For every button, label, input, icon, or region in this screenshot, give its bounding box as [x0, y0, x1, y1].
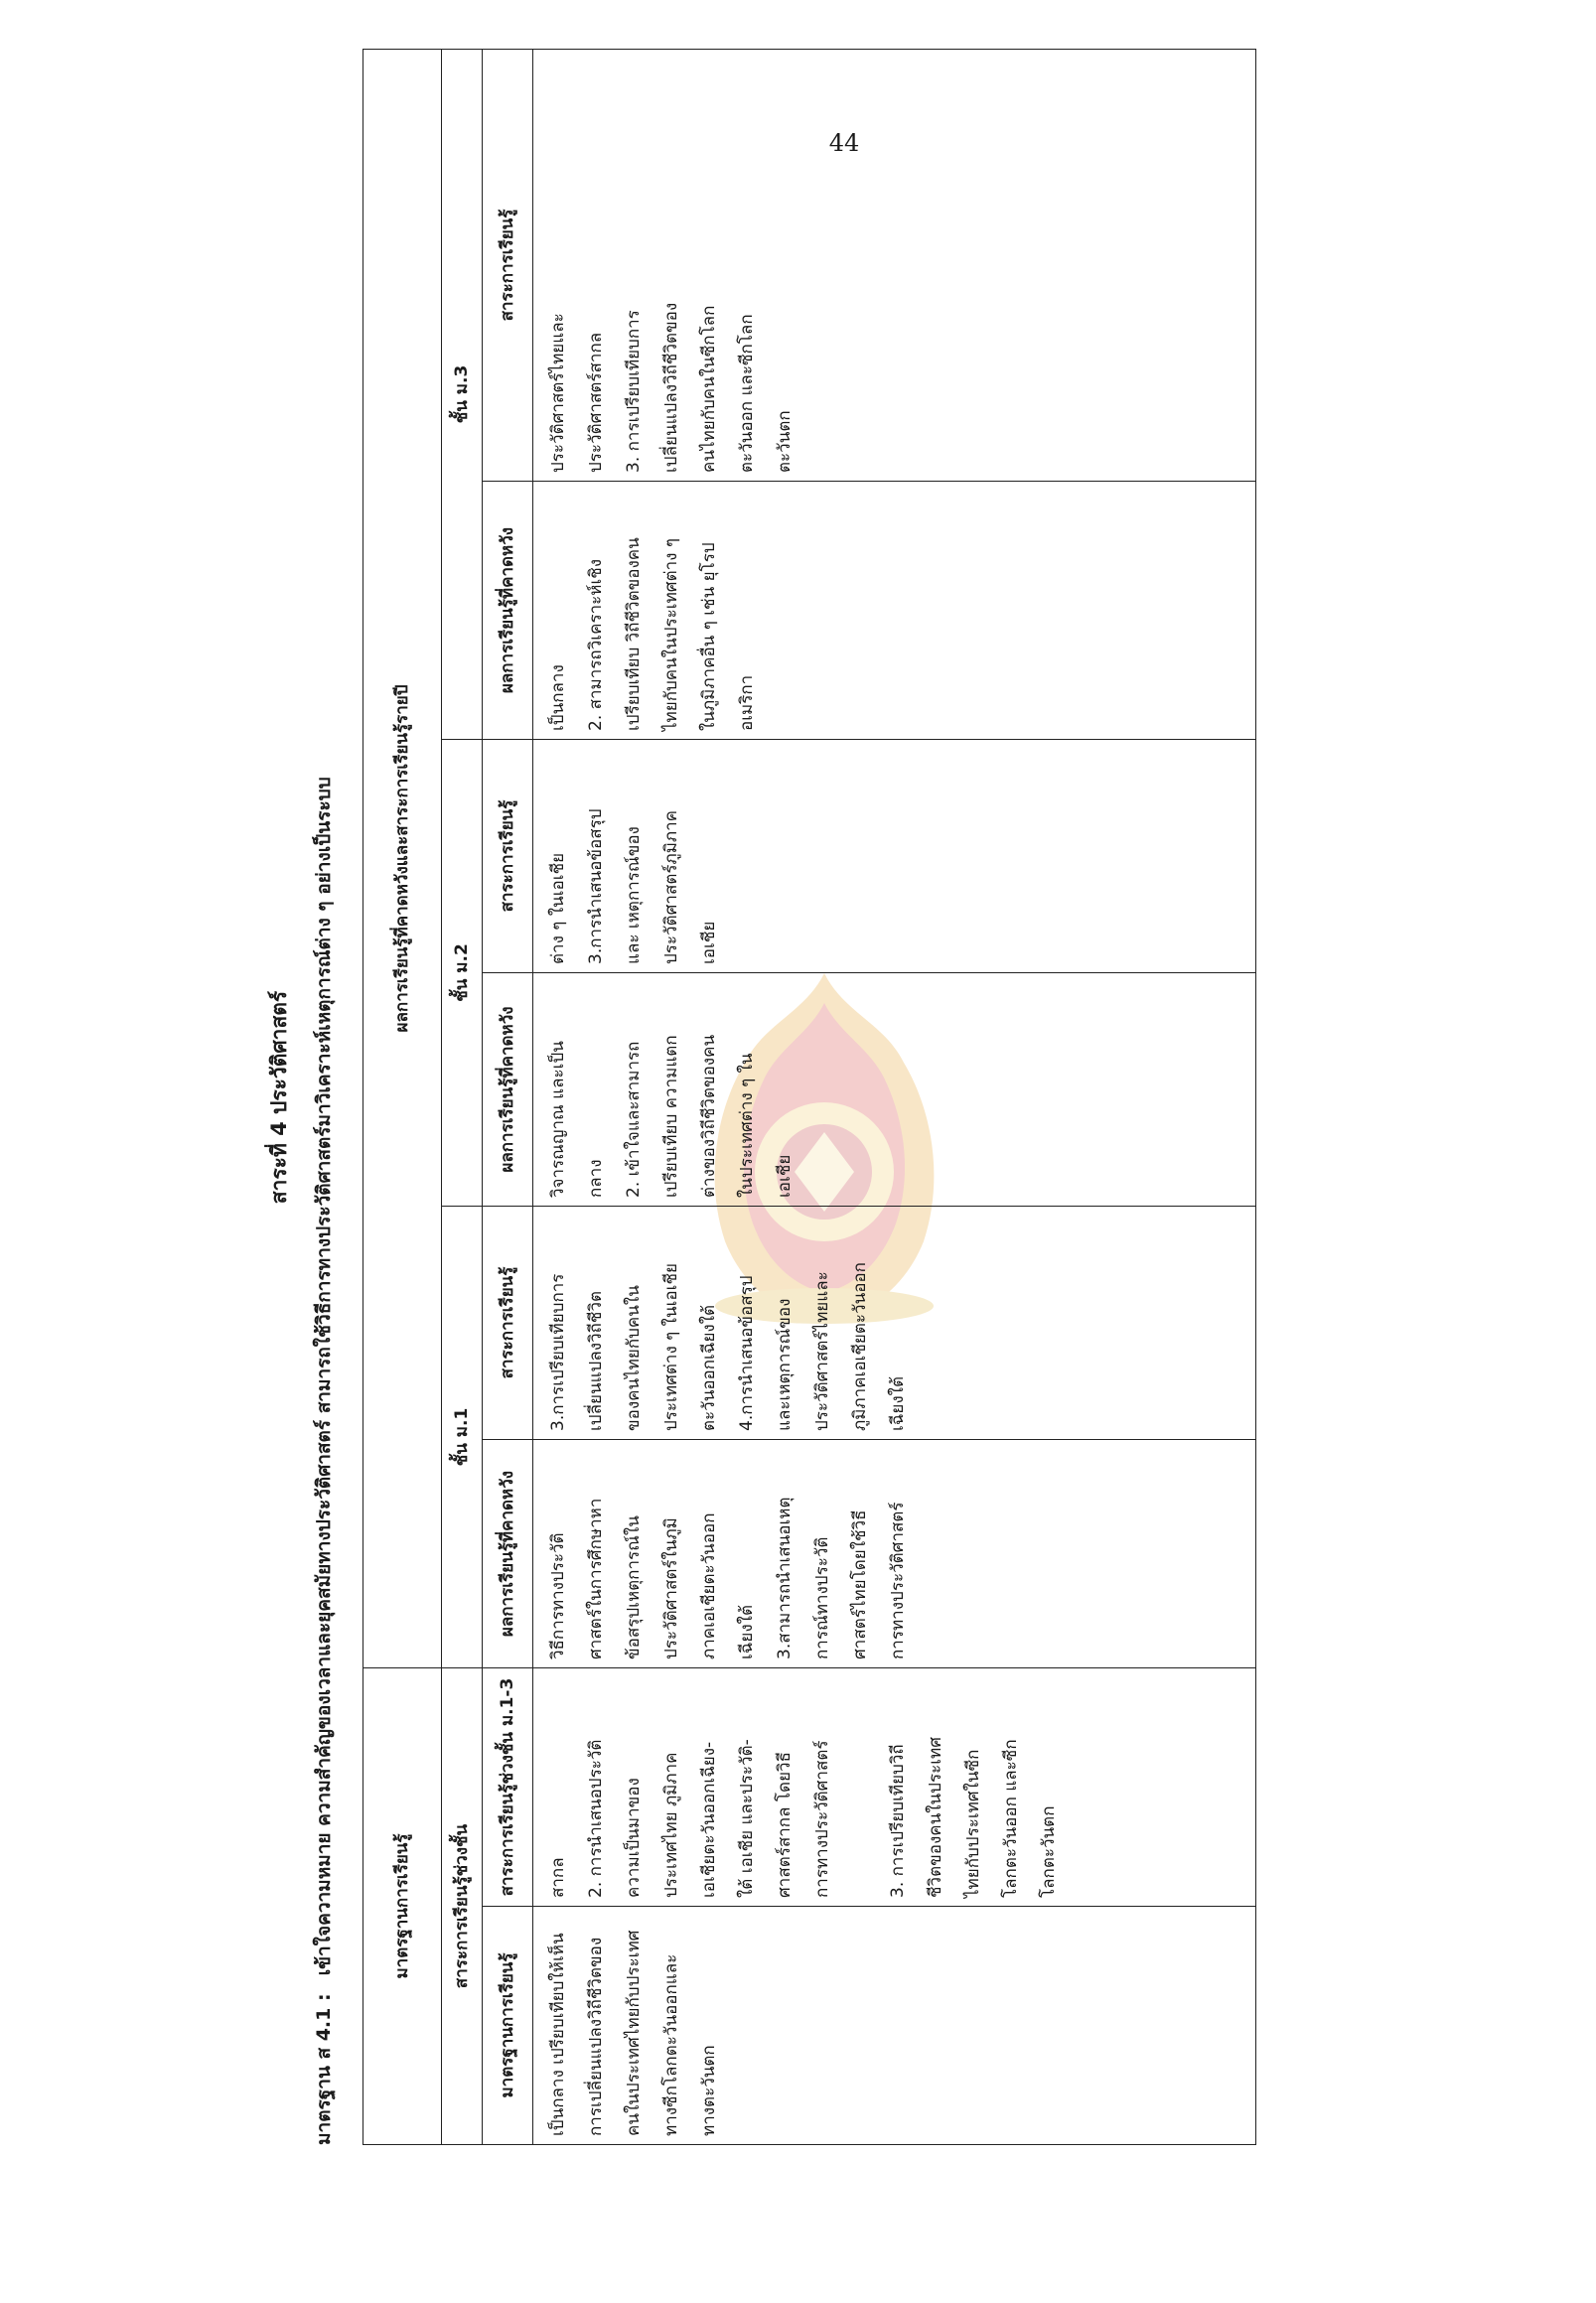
header-interval-detail: สาระการเรียนรู้ช่วงชั้น ม.1-3: [483, 1668, 533, 1907]
cell-learning-standard: เป็นกลาง เปรียบเทียบให้เห็น การเปลี่ยนแปลงวิถีชีวิตของ คนในประเทศไทยกับประเทศ ทางซีกโลกตะวันออกและ ทางตะวันตก: [533, 1907, 1256, 2145]
cell-m1-outcome: วิธีการทางประวัติ ศาสตร์ในการศึกษาหา ข้อสรุปเหตุการณ์ใน ประวัติศาสตร์ในภูมิ ภาคเอเชียตะวันออก เฉียงใต้ 3.สามารถนำเสนอเหตุ การณ์ทางประวัติ ศาสตร์ไทยโดยใช้วิธี การทางประวัติศาสตร์: [533, 1440, 1256, 1668]
table-row: [533, 49, 1256, 2144]
standard-text: เข้าใจความหมาย ความสำคัญของเวลาและยุคสมัยทางประวัติศาสตร์ สามารถใช้วิธีการทางประวัติศาสตร์มาวิเคราะห์เหตุการณ์ต่าง ๆ อย่างเป็นระบบ: [313, 777, 335, 1976]
cell-m2-content: ต่าง ๆ ในเอเชีย 3.การนำเสนอข้อสรุป และ เหตุการณ์ของ ประวัติศาสตร์ภูมิภาค เอเชีย: [533, 740, 1256, 973]
header-grade-m1: ชั้น ม.1: [442, 1207, 483, 1668]
cell-m3-content: ประวัติศาสตร์ไทยและ ประวัติศาสตร์สากล 3. การเปรียบเทียบการ เปลี่ยนแปลงวิถีชีวิตของ คนไทยกับคนในซีกโลก ตะวันออก และซีกโลก ตะวันตก: [533, 49, 1256, 481]
header-learning-standard-group: มาตรฐานการเรียนรู้: [363, 1668, 442, 2145]
header-m3-content: สาระการเรียนรู้: [483, 49, 533, 481]
header-learning-standard: มาตรฐานการเรียนรู้: [483, 1907, 533, 2145]
header-grade-m3: ชั้น ม.3: [442, 49, 483, 739]
header-annual-group: ผลการเรียนรู้ที่คาดหวังและสาระการเรียนรู้รายปี: [363, 49, 442, 1667]
strand-title: สาระที่ 4 ประวัติศาสตร์: [267, 990, 291, 1205]
cell-m1-content: 3.การเปรียบเทียบการ เปลี่ยนแปลงวิถีชีวิต ของคนไทยกับคนใน ประเทศต่าง ๆ ในเอเชีย ตะวันออกเฉียงใต้ 4.การนำเสนอข้อสรุป และเหตุการณ์ของ ประวัติศาสตร์ไทยและ ภูมิภาคเอเชียตะวันออก เฉียงใต้: [533, 1207, 1256, 1440]
standard-label: มาตรฐาน ส 4.1 :: [313, 1993, 335, 2145]
header-m2-outcome: ผลการเรียนรู้ที่คาดหวัง: [483, 973, 533, 1207]
rotated-page-content: [263, 50, 1276, 2145]
cell-interval-detail: สากล 2. การนำเสนอประวัติ ความเป็นมาของ ประเทศไทย ภูมิภาค เอเชียตะวันออกเฉียง- ใต้ เอเชีย และประวัติ- ศาสตร์สากล โดยวิธี การทางประวัติศาสตร์ 3. การเปรียบเทียบวิถี ชีวิตของคนในประเทศ ไทยกับประเทศในซีก โลกตะวันออก และซีก โลกตะวันตก: [533, 1668, 1256, 1907]
header-m2-content: สาระการเรียนรู้: [483, 740, 533, 973]
standard-statement: [307, 50, 341, 2145]
header-m1-outcome: ผลการเรียนรู้ที่คาดหวัง: [483, 1440, 533, 1668]
cell-m2-outcome: วิจารณญาณ และเป็น กลาง 2. เข้าใจและสามารถ เปรียบเทียบ ความแตก ต่างของวิถีชีวิตของคน ในประเทศต่าง ๆ ใน เอเชีย: [533, 973, 1256, 1207]
table-header-row: [483, 49, 533, 2144]
table-header-row: [363, 49, 442, 2144]
header-grade-m2: ชั้น ม.2: [442, 740, 483, 1207]
header-interval-group: สาระการเรียนรู้ช่วงชั้น: [442, 1668, 483, 2145]
cell-m3-outcome: เป็นกลาง 2. สามารถวิเคราะห์เชิง เปรียบเทียบ วิถีชีวิตของคน ไทยกับคนในประเทศต่าง ๆ ในภูมิภาคอื่น ๆ เช่น ยุโรป อเมริกา: [533, 482, 1256, 740]
header-m1-content: สาระการเรียนรู้: [483, 1207, 533, 1440]
curriculum-table: [363, 49, 1256, 2145]
header-m3-outcome: ผลการเรียนรู้ที่คาดหวัง: [483, 482, 533, 740]
page-number: 44: [828, 129, 860, 157]
heading-block: [263, 50, 363, 2145]
